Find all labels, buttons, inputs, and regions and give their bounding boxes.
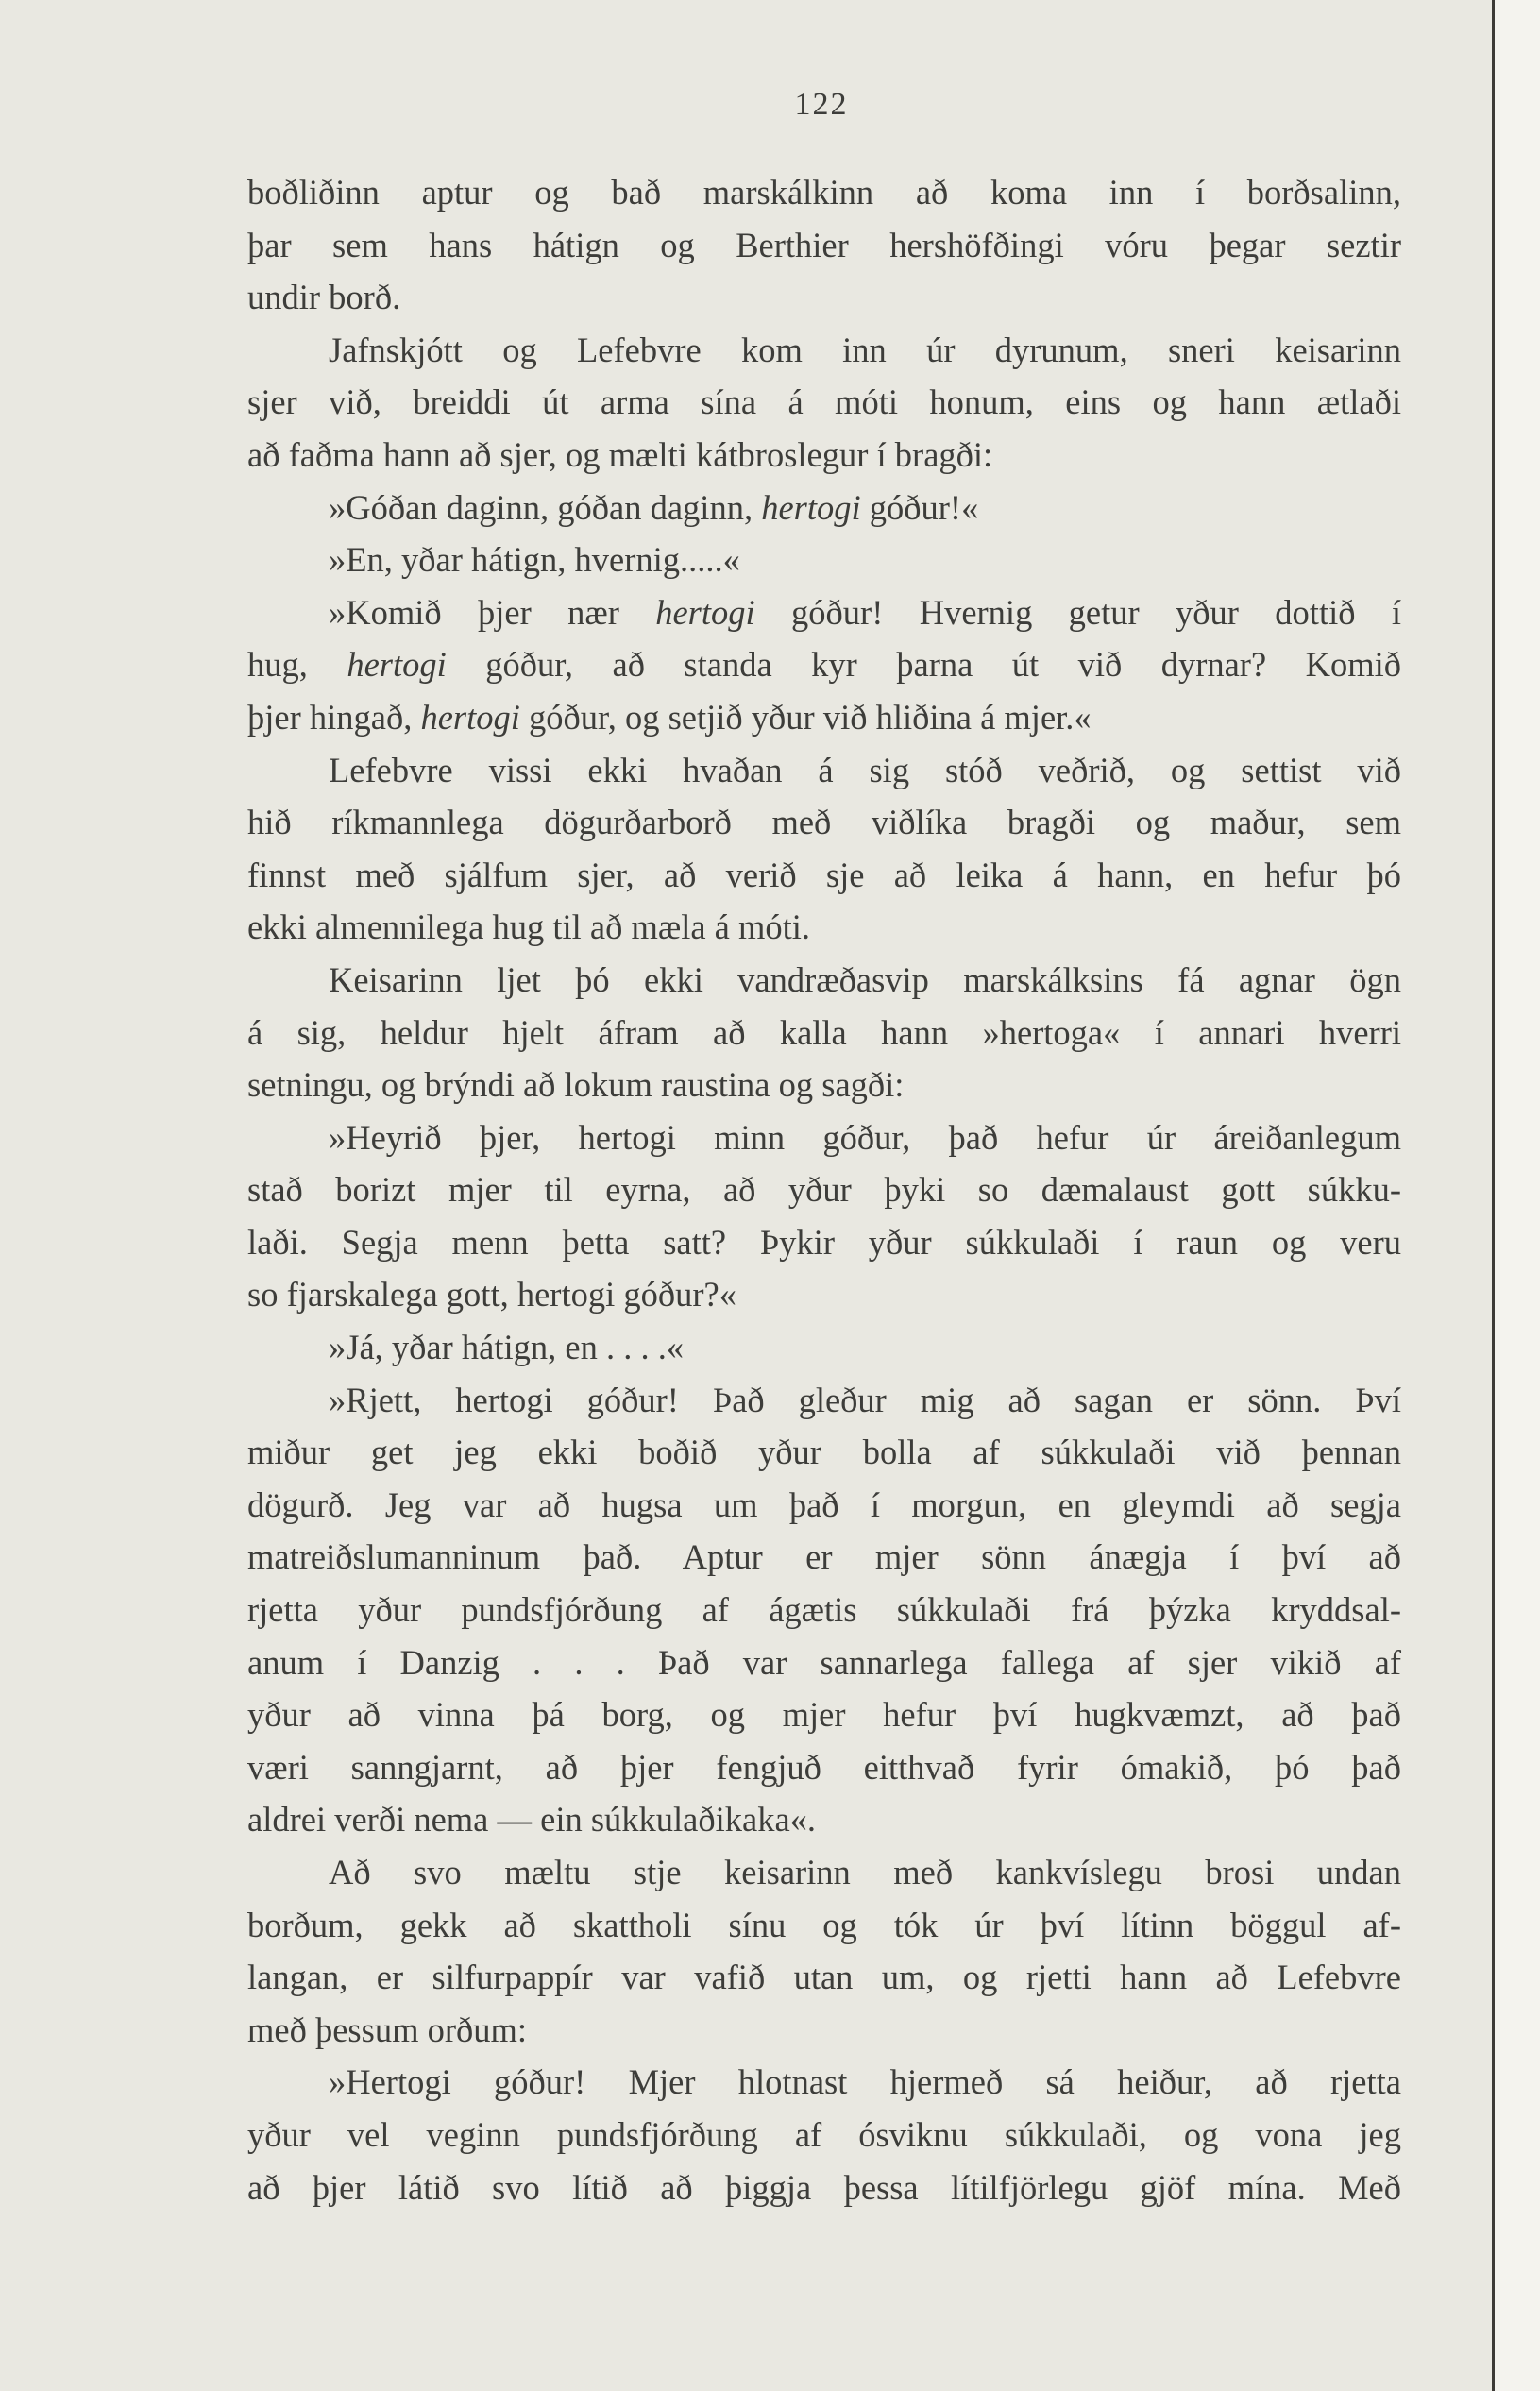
text-line: þjer hingað, hertogi góður, og setjið yður við hliðina á mjer.«	[247, 697, 1092, 737]
text-line: »Komið þjer nær hertogi góður! Hvernig getur yður dottið í	[329, 592, 1401, 632]
page-number: 122	[794, 87, 849, 122]
text-line: rjetta yður pundsfjórðung af ágætis súkkulaði frá þýzka kryddsal-	[247, 1590, 1401, 1630]
text-line: ekki almennilega hug til að mæla á móti.	[247, 907, 811, 947]
text-line: finnst með sjálfum sjer, að verið sje að leika á hann, en hefur þó	[247, 855, 1401, 894]
text-line: að þjer látið svo lítið að þiggja þessa lítilfjörlegu gjöf mína. Með	[247, 2167, 1401, 2207]
text-line: Keisarinn ljet þó ekki vandræðasvip marskálksins fá agnar ögn	[329, 959, 1401, 999]
text-line: yður að vinna þá borg, og mjer hefur því hugkvæmzt, að það	[247, 1695, 1401, 1735]
text-line: sjer við, breiddi út arma sína á móti honum, eins og hann ætlaði	[247, 382, 1401, 422]
page-edge	[1492, 0, 1540, 2391]
text-line: Lefebvre vissi ekki hvaðan á sig stóð veðrið, og settist við	[329, 750, 1401, 789]
text-line: boðliðinn aptur og bað marskálkinn að koma inn í borðsalinn,	[247, 173, 1401, 212]
text-line: hug, hertogi góður, að standa kyr þarna út við dyrnar? Komið	[247, 645, 1402, 685]
text-line: væri sanngjarnt, að þjer fengjuð eitthvað fyrir ómakið, þó það	[247, 1747, 1401, 1787]
body-text	[247, 166, 1401, 2213]
text-line: hið ríkmannlega dögurðarborð með viðlíka bragði og maður, sem	[247, 803, 1401, 842]
text-line: setningu, og brýndi að lokum raustina og sagði:	[247, 1065, 905, 1105]
text-line: aldrei verði nema — ein súkkulaðikaka«.	[247, 1800, 817, 1840]
text-line: langan, er silfurpappír var vafið utan um, og rjetti hann að Lefebvre	[247, 1958, 1401, 1997]
text-line: á sig, heldur hjelt áfram að kalla hann »hertoga« í annari hverri	[247, 1012, 1401, 1052]
text-line: með þessum orðum:	[247, 2009, 528, 2049]
text-line: »Góðan daginn, góðan daginn, hertogi góður!«	[329, 487, 979, 527]
text-line: »En, yðar hátign, hvernig.....«	[329, 540, 740, 580]
text-line: »Heyrið þjer, hertogi minn góður, það hefur úr áreiðanlegum	[329, 1117, 1401, 1157]
text-line: »Rjett, hertogi góður! Það gleður mig að sagan er sönn. Því	[329, 1380, 1401, 1419]
text-line: anum í Danzig . . . Það var sannarlega fallega af sjer vikið af	[247, 1642, 1401, 1682]
text-line: Jafnskjótt og Lefebvre kom inn úr dyrunum, sneri keisarinn	[329, 330, 1401, 369]
text-line: »Hertogi góður! Mjer hlotnast hjermeð sá heiður, að rjetta	[329, 2062, 1401, 2102]
text-line: þar sem hans hátign og Berthier hershöfðingi vóru þegar seztir	[247, 225, 1401, 264]
text-line: borðum, gekk að skattholi sínu og tók úr því lítinn böggul af-	[247, 1905, 1401, 1944]
text-line: að faðma hann að sjer, og mælti kátbroslegur í bragði:	[247, 434, 993, 474]
text-line: Að svo mæltu stje keisarinn með kankvíslegu brosi undan	[329, 1853, 1401, 1891]
text-line: miður get jeg ekki boðið yður bolla af súkkulaði við þennan	[247, 1433, 1401, 1472]
text-line: laði. Segja menn þetta satt? Þykir yður súkkulaði í raun og veru	[247, 1222, 1401, 1262]
text-line: »Já, yðar hátign, en . . . .«	[329, 1328, 685, 1367]
text-line: matreiðslumanninum það. Aptur er mjer sönn ánægja í því að	[247, 1537, 1401, 1577]
text-line: undir borð.	[247, 278, 401, 317]
text-line: yður vel veginn pundsfjórðung af ósviknu súkkulaði, og vona jeg	[247, 2114, 1401, 2154]
text-line: so fjarskalega gott, hertogi góður?«	[247, 1275, 736, 1314]
text-line: stað borizt mjer til eyrna, að yður þyki so dæmalaust gott súkku-	[247, 1170, 1401, 1210]
text-line: dögurð. Jeg var að hugsa um það í morgun, en gleymdi að segja	[247, 1484, 1401, 1524]
